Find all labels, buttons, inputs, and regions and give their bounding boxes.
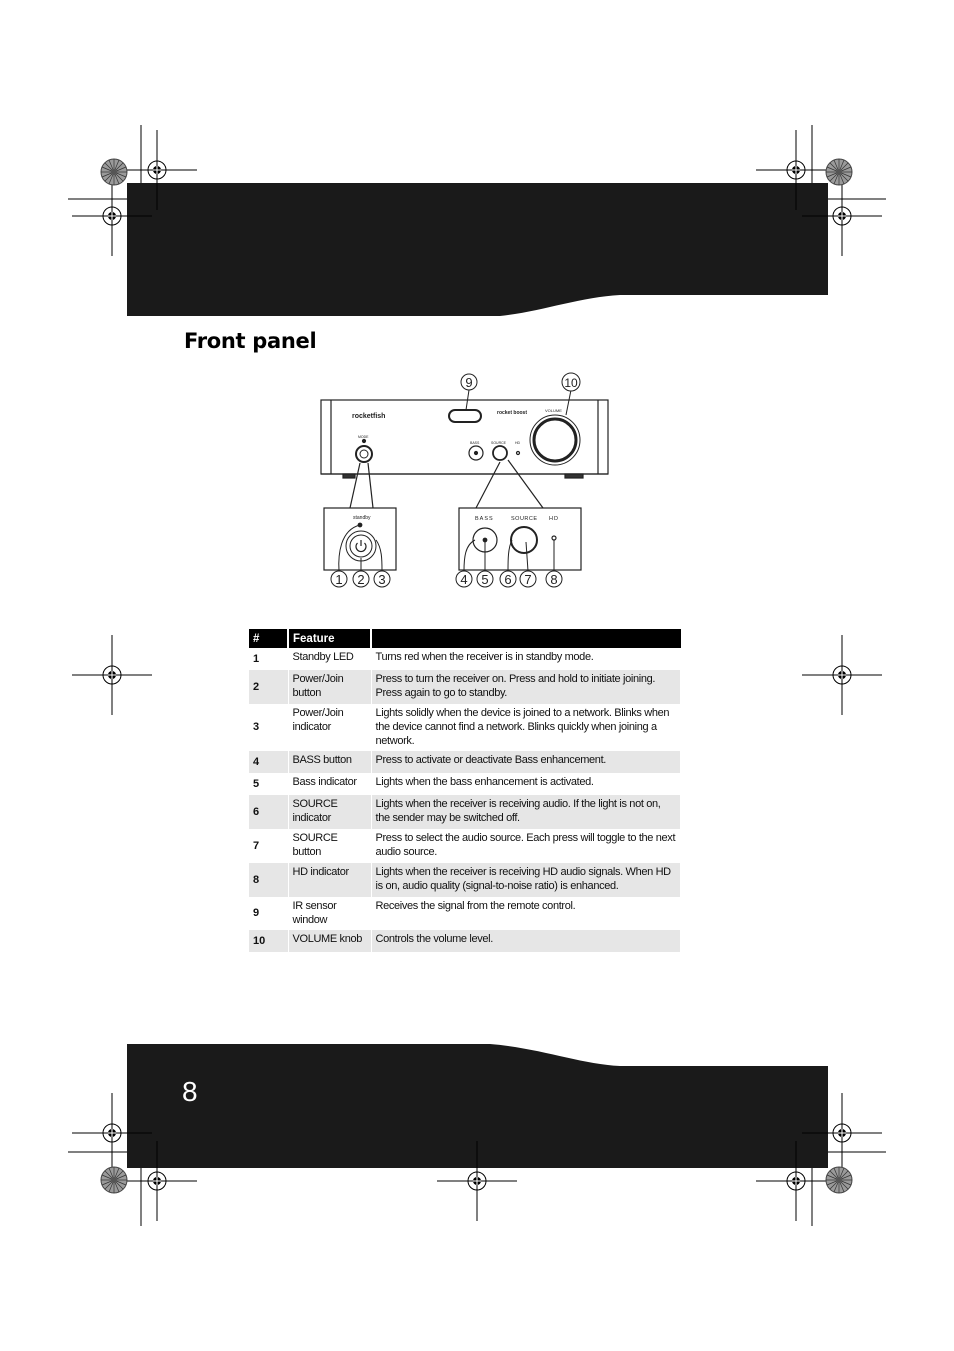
detail-standby-label: standby [353,515,371,521]
device-label-mode: MODE [358,435,369,439]
row-number: 1 [249,648,288,670]
header-description [371,629,681,648]
callout-9: 9 [465,375,473,390]
row-description: Press to activate or deactivate Bass enhancement. [371,751,681,773]
row-feature: SOURCE indicator [288,795,371,829]
row-description: Turns red when the receiver is in standby mode. [371,648,681,670]
row-description: Press to turn the receiver on. Press and hold to initiate joining. Press again to go to standby. [371,670,681,704]
table-row [249,704,681,751]
page-number: 8 [182,1076,198,1107]
table-row [249,863,681,897]
table-row [249,670,681,704]
row-feature: VOLUME knob [288,930,371,952]
device-label-hd: HD [515,441,521,445]
row-feature: Bass indicator [288,773,371,795]
row-description: Lights when the receiver is receiving audio. If the light is not on, the sender may be switched off. [371,795,681,829]
callout-6: 6 [504,572,512,587]
device-label-bass: BASS [470,441,480,445]
detail-bass-label: BASS [475,516,494,522]
row-feature: BASS button [288,751,371,773]
callout-8: 8 [550,572,558,587]
row-number: 2 [249,670,288,704]
device-label-volume: VOLUME [545,408,562,413]
table-row [249,773,681,795]
row-feature: HD indicator [288,863,371,897]
table-row [249,897,681,930]
brand-subtitle: rocket boost [497,410,528,416]
callout-4: 4 [460,572,468,587]
row-number: 7 [249,829,288,863]
row-number: 4 [249,751,288,773]
brand-logo: rocketfish [352,413,386,420]
row-description: Controls the volume level. [371,930,681,952]
table-row [249,751,681,773]
detail-source-label: SOURCE [511,516,538,522]
feature-table [249,629,681,952]
header-feature: Feature [288,629,371,648]
row-description: Receives the signal from the remote control. [371,897,681,930]
row-feature: Standby LED [288,648,371,670]
device-label-source: SOURCE [491,441,506,445]
callout-3: 3 [378,572,386,587]
callout-5: 5 [481,572,489,587]
table-row [249,648,681,670]
row-number: 9 [249,897,288,930]
row-description: Lights when the bass enhancement is activated. [371,773,681,795]
callout-10: 10 [564,376,578,390]
table-row [249,930,681,952]
callout-1: 1 [335,572,343,587]
row-description: Lights solidly when the device is joined to a network. Blinks when the device cannot find a network. Blinks quickly when joining a network. [371,704,681,751]
callout-2: 2 [357,572,365,587]
row-number: 6 [249,795,288,829]
row-description: Lights when the receiver is receiving HD audio signals. When HD is on, audio quality (signal-to-noise ratio) is enhanced. [371,863,681,897]
row-feature: IR sensor window [288,897,371,930]
table-row [249,829,681,863]
row-number: 5 [249,773,288,795]
table-row [249,795,681,829]
section-title: Front panel [184,329,317,353]
row-number: 8 [249,863,288,897]
row-feature: SOURCE button [288,829,371,863]
row-number: 10 [249,930,288,952]
row-description: Press to select the audio source. Each press will toggle to the next audio source. [371,829,681,863]
row-feature: Power/Join indicator [288,704,371,751]
table-header-row [249,629,681,648]
detail-hd-label: HD [549,516,559,522]
row-feature: Power/Join button [288,670,371,704]
row-number: 3 [249,704,288,751]
callout-7: 7 [524,572,532,587]
header-number: # [249,629,288,648]
